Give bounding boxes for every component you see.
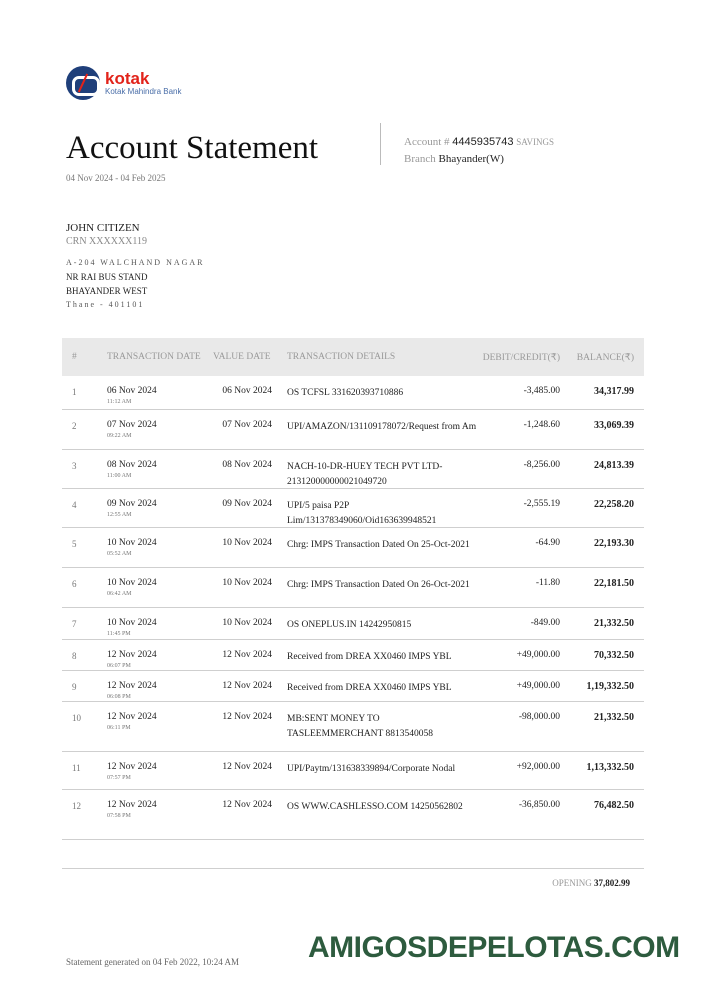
divider [380,123,381,165]
customer-info [66,221,147,249]
account-label: Account # [404,136,450,148]
address-line: NR RAI BUS STAND [66,272,148,282]
bank-logo [66,66,182,100]
customer-name: JOHN CITIZEN [66,222,140,234]
customer-address [66,256,205,312]
transaction-details: NACH-10-DR-HUEY TECH PVT LTD-213120000000021049720 [287,462,443,487]
account-number: 4445935743 [452,136,514,148]
column-header: VALUE DATE [213,352,271,362]
value-date: 08 Nov 2024 [222,460,272,470]
amount: -849.00 [530,618,560,628]
table-row [62,790,644,840]
kotak-logo-icon [66,66,100,100]
transaction-time: 05:52 AM [107,551,132,557]
row-number: 5 [72,539,77,549]
account-type: SAVINGS [516,137,555,147]
transaction-time: 07:58 PM [107,813,131,819]
value-date: 12 Nov 2024 [222,681,272,691]
column-header: # [72,352,77,362]
transaction-date: 12 Nov 2024 [107,681,157,691]
table-row [62,489,644,528]
transaction-details: Received from DREA XX0460 IMPS YBL [287,652,452,662]
balance: 76,482.50 [594,800,634,811]
transaction-date: 10 Nov 2024 [107,578,157,588]
amount: -11.80 [535,578,560,588]
opening-balance [552,878,630,888]
value-date: 12 Nov 2024 [222,712,272,722]
transaction-details: Chrg: IMPS Transaction Dated On 25-Oct-2021 [287,540,470,550]
row-number: 10 [72,713,81,723]
transaction-time: 11:12 AM [107,399,132,405]
transaction-date: 12 Nov 2024 [107,650,157,660]
amount: +92,000.00 [516,762,560,772]
column-header: TRANSACTION DETAILS [287,352,396,362]
balance: 21,332.50 [594,712,634,723]
transaction-time: 06:42 AM [107,591,132,597]
amount: +49,000.00 [516,681,560,691]
transaction-details: Chrg: IMPS Transaction Dated On 26-Oct-2021 [287,580,470,590]
transaction-date: 12 Nov 2024 [107,762,157,772]
column-header: DEBIT/CREDIT(₹) [482,353,560,363]
address-line: BHAYANDER WEST [66,286,148,296]
transaction-details: UPI/AMAZON/131109178072/Request from Am [287,422,477,432]
transaction-time: 12:55 AM [107,512,132,518]
generated-note: Statement generated on 04 Feb 2022, 10:24 AM [66,957,239,967]
transaction-details: OS WWW.CASHLESSO.COM 14250562802 [287,802,463,812]
amount: -1,248.60 [523,420,560,430]
amount: -36,850.00 [518,800,560,810]
value-date: 12 Nov 2024 [222,800,272,810]
value-date: 12 Nov 2024 [222,650,272,660]
transaction-details: MB:SENT MONEY TO TASLEEMMERCHANT 8813540058 [287,714,434,739]
balance: 22,193.30 [594,538,634,549]
amount: -64.90 [535,538,560,548]
transaction-details: OS TCFSL 331620393710886 [287,388,404,398]
transaction-time: 11:45 PM [107,631,131,637]
table-row [62,376,644,410]
balance: 24,813.39 [594,460,634,471]
row-number: 7 [72,619,77,629]
amount: -2,555.19 [523,499,560,509]
bank-subtitle: Kotak Mahindra Bank [105,86,182,96]
transaction-details: UPI/5 paisa P2P Lim/131378349060/Oid163639948521 [287,501,437,526]
branch-label: Branch [404,153,436,165]
transaction-time: 07:57 PM [107,775,131,781]
address-line: A-204 WALCHAND NAGAR [66,258,205,267]
table-row [62,568,644,608]
amount: -3,485.00 [523,386,560,396]
transaction-date: 08 Nov 2024 [107,460,157,470]
value-date: 12 Nov 2024 [222,762,272,772]
statement-period: 04 Nov 2024 - 04 Feb 2025 [66,173,166,183]
balance: 34,317.99 [594,386,634,397]
value-date: 10 Nov 2024 [222,618,272,628]
row-number: 12 [72,801,81,811]
table-row [62,671,644,702]
transaction-details: UPI/Paytm/131638339894/Corporate Nodal [287,764,456,774]
transaction-date: 12 Nov 2024 [107,712,157,722]
transaction-time: 06:08 PM [107,694,131,700]
row-number: 11 [72,763,81,773]
address-line: Thane - 401101 [66,300,145,309]
value-date: 06 Nov 2024 [222,386,272,396]
table-row [62,410,644,450]
balance: 33,069.39 [594,420,634,431]
row-number: 9 [72,682,77,692]
value-date: 10 Nov 2024 [222,578,272,588]
row-number: 3 [72,461,77,471]
balance: 1,19,332.50 [586,681,634,692]
branch-name: Bhayander(W) [438,153,504,165]
table-row [62,640,644,671]
balance: 21,332.50 [594,618,634,629]
value-date: 07 Nov 2024 [222,420,272,430]
bank-name: kotak [105,68,150,88]
watermark: AMIGOSDEPELOTAS.COM [308,931,680,964]
row-number: 2 [72,421,77,431]
balance: 70,332.50 [594,650,634,661]
table-row [62,528,644,568]
transaction-date: 10 Nov 2024 [107,618,157,628]
transaction-time: 06:11 PM [107,725,131,731]
table-row [62,608,644,640]
transaction-date: 09 Nov 2024 [107,499,157,509]
transaction-date: 12 Nov 2024 [107,800,157,810]
row-number: 4 [72,500,77,510]
opening-label: OPENING [552,878,592,888]
transaction-details: OS ONEPLUS.IN 14242950815 [287,620,412,630]
table-row [62,450,644,489]
account-info [404,134,654,168]
table-row [62,752,644,790]
value-date: 10 Nov 2024 [222,538,272,548]
customer-crn: CRN XXXXXX119 [66,236,148,247]
transaction-time: 11:00 AM [107,473,132,479]
value-date: 09 Nov 2024 [222,499,272,509]
balance: 22,258.20 [594,499,634,510]
balance: 1,13,332.50 [586,762,634,773]
table-row [62,702,644,752]
balance: 22,181.50 [594,578,634,589]
amount: -8,256.00 [523,460,560,470]
transaction-date: 06 Nov 2024 [107,386,157,396]
opening-value: 37,802.99 [594,878,630,888]
row-number: 1 [72,387,77,397]
table-header [62,338,644,376]
row-number: 8 [72,651,77,661]
transaction-date: 10 Nov 2024 [107,538,157,548]
transaction-date: 07 Nov 2024 [107,420,157,430]
page-title: Account Statement [66,130,319,166]
transaction-time: 06:07 PM [107,663,131,669]
column-header: TRANSACTION DATE [107,352,201,362]
row-number: 6 [72,579,77,589]
transaction-details: Received from DREA XX0460 IMPS YBL [287,683,452,693]
divider [62,868,644,869]
column-header: BALANCE(₹) [576,353,634,363]
amount: -98,000.00 [518,712,560,722]
transaction-time: 09:22 AM [107,433,132,439]
amount: +49,000.00 [516,650,560,660]
